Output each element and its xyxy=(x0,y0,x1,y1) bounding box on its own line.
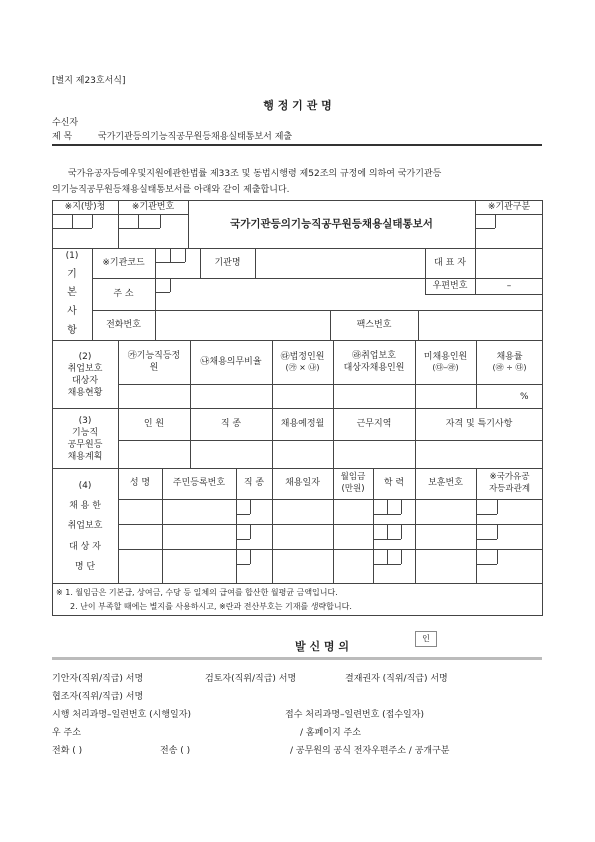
recipient-label: 수신자 xyxy=(52,118,79,128)
form-number: [별지 제23호서식] xyxy=(52,76,126,86)
code-box-line xyxy=(236,539,250,540)
sender-title: 발 신 명 의 xyxy=(295,640,349,653)
section2-title-line: (2) xyxy=(78,351,92,362)
code-box-line xyxy=(72,214,73,228)
code-box-line xyxy=(476,539,497,540)
code-box-line xyxy=(387,549,388,564)
plan-col-qualification: 자격 및 특기사항 xyxy=(445,418,513,429)
section3-title-line: 기능직 xyxy=(71,427,99,438)
code-box-line xyxy=(52,228,92,229)
col-unhired-line: 미채용인원 xyxy=(423,351,468,362)
row-line xyxy=(118,524,543,525)
col-quota-line: 원 xyxy=(149,363,159,373)
header-divider xyxy=(52,144,542,146)
section2-title-line: 채용현황 xyxy=(67,388,103,399)
code-box-line xyxy=(387,499,388,514)
col-legal-line: ㉰법정인원 xyxy=(280,351,325,362)
section4-title-line: 취업보호 xyxy=(67,521,103,532)
row-line xyxy=(118,499,543,500)
code-box-line xyxy=(401,499,402,514)
agency-name-label: 기관명 xyxy=(214,257,241,268)
postal-value[interactable]: – xyxy=(506,280,512,291)
org-title: 행 정 기 관 명 xyxy=(263,99,332,112)
agency-name-field[interactable] xyxy=(255,248,425,278)
sender-divider xyxy=(52,657,542,660)
list-col-jobtype: 직 종 xyxy=(243,478,265,489)
code-box-line xyxy=(250,524,251,539)
postal-label: 우편번호 xyxy=(432,280,468,291)
footer-reviewer: 검토자(직위/직급) 서명 xyxy=(205,674,297,684)
section2-title-line: 대상자 xyxy=(71,376,99,386)
code-box-line xyxy=(476,564,497,565)
footer-fax: 전송 ( ) xyxy=(160,746,191,756)
list-col-wage: 월임금 (만원) xyxy=(340,472,366,494)
footer-homepage: / 홈페이지 주소 xyxy=(300,728,361,738)
col-rate-header xyxy=(476,340,543,384)
col-rate-line: 채용률 xyxy=(496,351,523,362)
col-legal-formula: (㉮ × ㉯) xyxy=(285,362,320,372)
code-box-line xyxy=(497,524,498,539)
section1-number: (1) xyxy=(65,250,79,261)
section1-title-char: 본 xyxy=(67,287,77,299)
section4-title-line: 명 단 xyxy=(74,561,96,572)
seal-mark: 인 xyxy=(415,631,437,647)
intro-line-1: 국가유공자등예우및지원에관한법률 제33조 및 동법시행령 제52조의 규정에 의하여 국가기관등 xyxy=(68,169,442,179)
row-line xyxy=(118,549,543,550)
code-box-line xyxy=(387,524,388,539)
list-col-name: 성 명 xyxy=(129,478,151,489)
code-box-line xyxy=(118,228,160,229)
subject-text: 국가기관등의기능직공무원등채용실태통보서 제출 xyxy=(98,132,293,142)
row-line xyxy=(118,384,543,385)
section1-title xyxy=(52,265,92,340)
code-box-line xyxy=(155,292,170,293)
footer-address: 우 주소 xyxy=(52,728,81,738)
agency-type-label: ※기관구분 xyxy=(487,202,531,213)
subject-label: 제 목 xyxy=(52,132,73,142)
code-box-line xyxy=(185,248,186,262)
fax-label: 팩스번호 xyxy=(356,319,392,330)
phone-field[interactable] xyxy=(155,310,330,340)
representative-field[interactable] xyxy=(475,248,543,278)
list-col-veteran-no: 보훈번호 xyxy=(428,478,463,489)
row-line xyxy=(425,294,543,295)
section2-title xyxy=(52,342,118,408)
list-col-hire-date: 채용일자 xyxy=(285,478,320,489)
note-line-2: 2. 난이 부족할 때에는 별지를 사용하시고, ※란과 전산부호는 기재를 생략합니다. xyxy=(70,602,352,611)
footer-drafter: 기안자(직위/직급) 서명 xyxy=(52,674,144,684)
col-unhired-header xyxy=(415,340,476,384)
fax-field[interactable] xyxy=(418,310,543,340)
form-title: 국가기관등의기능직공무원등채용실태통보서 xyxy=(230,218,433,231)
code-box-line xyxy=(236,564,250,565)
list-col-resident-no: 주민등록번호 xyxy=(172,478,226,489)
section3-title-line: (3) xyxy=(78,415,92,426)
col-unhired-formula: (㉰–㉱) xyxy=(432,362,459,372)
row-line xyxy=(52,583,543,584)
section4-title-line: 채 용 한 xyxy=(69,501,101,512)
col-hired-header xyxy=(333,340,415,384)
section3-title-line: 채용계획 xyxy=(67,452,103,463)
code-box-line xyxy=(476,514,497,515)
phone-label: 전화번호 xyxy=(106,319,141,330)
list-col-relation: ※국가유공 자등과관계 xyxy=(488,472,531,494)
section1-title-char: 기 xyxy=(67,268,77,280)
section4-title-line: 대 상 자 xyxy=(69,541,101,552)
plan-col-region: 근무지역 xyxy=(356,418,392,429)
code-box-line xyxy=(236,514,250,515)
col-quota-line: ㉮기능직등정 xyxy=(127,350,181,361)
footer-email: / 공무원의 공식 전자우편주소 / 공개구분 xyxy=(290,746,450,756)
code-box-line xyxy=(170,248,171,262)
col-quota-header xyxy=(118,340,190,384)
code-box-line xyxy=(138,214,139,228)
footer-cooperator: 협조자(직위/직급) 서명 xyxy=(52,692,144,702)
section3-title xyxy=(52,410,118,468)
plan-col-jobtype: 직 종 xyxy=(220,418,242,429)
code-box-line xyxy=(495,214,496,228)
col-ratio-header: ㉯채용의무비율 xyxy=(200,356,262,367)
col-hired-line: 대상자채용인원 xyxy=(343,363,405,373)
col-rate-formula: (㉱ ÷ ㉰) xyxy=(492,362,527,372)
intro-line-2: 의기능직공무원등채용실태통보서를 아래와 같이 제출합니다. xyxy=(52,185,290,195)
col-hired-line: ㉱취업보호 xyxy=(352,350,396,361)
code-box-line xyxy=(475,228,495,229)
code-box-line xyxy=(92,214,93,228)
footer-approver: 결재권자 (직위/직급) 서명 xyxy=(345,674,448,684)
code-box-line xyxy=(373,539,401,540)
code-box-line xyxy=(170,278,171,292)
region-label: ※지(방)청 xyxy=(64,202,106,213)
address-label: 주 소 xyxy=(113,288,134,299)
representative-label: 대 표 자 xyxy=(434,257,466,268)
code-box-line xyxy=(250,549,251,564)
row-line xyxy=(118,440,543,441)
code-box-line xyxy=(155,262,185,263)
rate-percent-unit: % xyxy=(520,392,529,402)
list-col-education: 학 력 xyxy=(383,478,405,489)
col-legal-header xyxy=(272,340,333,384)
section2-title-line: 취업보호 xyxy=(67,363,103,374)
address-field[interactable] xyxy=(170,294,425,310)
code-box-line xyxy=(250,499,251,514)
agency-code-label: ※기관코드 xyxy=(102,257,145,268)
footer-receipt: 접수 처리과명–일련번호 (접수일자) xyxy=(285,710,424,720)
section1-title-char: 사 xyxy=(67,306,77,318)
section4-title-line: (4) xyxy=(78,481,92,492)
code-box-line xyxy=(401,549,402,564)
code-box-line xyxy=(401,524,402,539)
note-line-1: ※ 1. 월임금은 기본급, 상여금, 수당 등 일체의 급여를 합산한 월평균 금액입니다. xyxy=(56,588,338,597)
row-line xyxy=(475,214,543,215)
code-box-line xyxy=(160,214,161,228)
code-box-line xyxy=(373,564,401,565)
section3-title-line: 공무원등 xyxy=(67,440,103,450)
code-box-line xyxy=(373,514,401,515)
agency-no-label: ※기관번호 xyxy=(131,202,175,213)
code-box-line xyxy=(497,499,498,514)
footer-phone: 전화 ( ) xyxy=(52,746,83,756)
code-box-line xyxy=(497,549,498,564)
plan-col-count: 인 원 xyxy=(143,418,165,429)
footer-enforcement: 시행 처리과명–일련번호 (시행일자) xyxy=(52,710,191,720)
section4-title xyxy=(52,470,118,583)
section1-title-char: 항 xyxy=(67,324,77,336)
plan-col-month: 채용예정월 xyxy=(280,418,325,429)
